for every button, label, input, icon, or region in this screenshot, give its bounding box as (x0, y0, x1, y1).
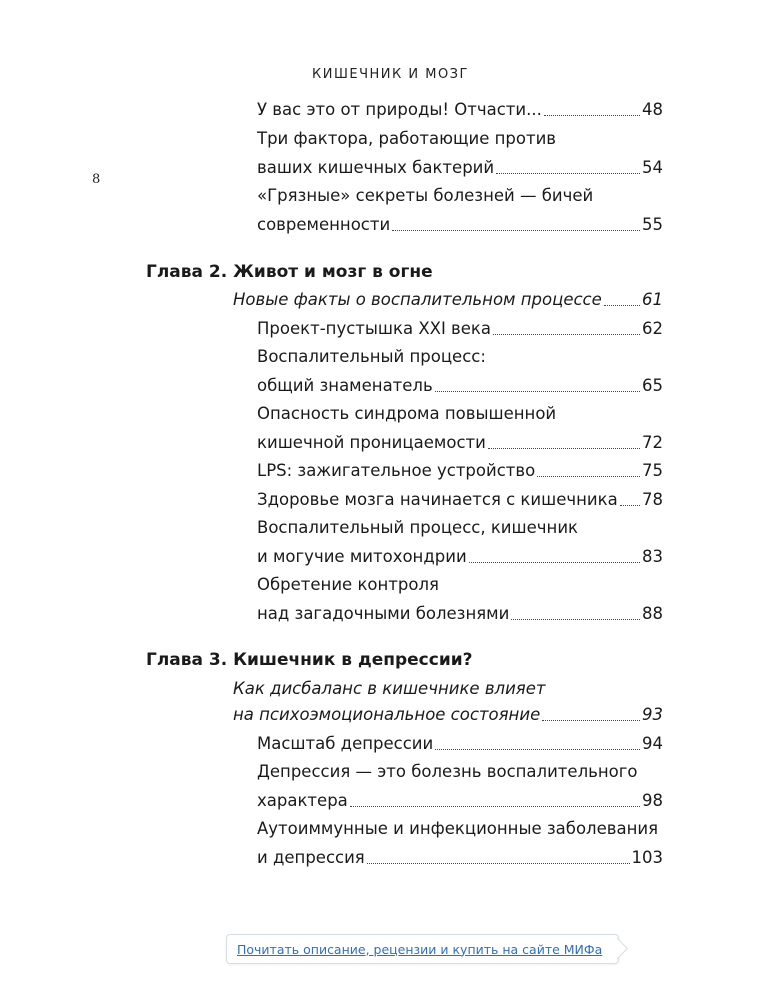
toc-entry-title-line1: Опасность синдрома повышенной (257, 404, 557, 423)
toc-entry-line1 (257, 185, 663, 207)
toc-entry-title: Проект-пустышка XXI века (257, 319, 492, 338)
toc-entry-title-line1: Как дисбаланс в кишечнике влияет (233, 679, 546, 698)
toc-entry-title-line1: «Грязные» секреты болезней — бичей (257, 186, 594, 205)
leader-dots (488, 448, 640, 449)
toc-entry-page: 55 (642, 215, 663, 234)
leader-dots (493, 334, 640, 335)
toc-entry (257, 733, 663, 755)
toc-entry-page: 93 (642, 705, 663, 724)
toc-entry-page: 88 (642, 604, 663, 623)
toc-entry-title: на психоэмоциональное состояние (233, 705, 541, 724)
toc-entry-title: современности (257, 215, 391, 234)
toc-entry-line1 (257, 574, 663, 596)
toc-entry-title: Здоровье мозга начинается с кишечника (257, 490, 618, 509)
chapter-2-subtitle (233, 289, 663, 311)
buy-on-mif-link[interactable] (226, 934, 619, 964)
leader-dots (367, 863, 630, 864)
leader-dots (542, 720, 640, 721)
chapter-3-subtitle-line1 (233, 678, 663, 700)
toc-entry-line1 (257, 403, 663, 425)
running-head: КИШЕЧНИК И МОЗГ (312, 67, 469, 82)
toc-entry-title-line1: Три фактора, работающие против (257, 129, 557, 148)
toc-entry-line1 (257, 517, 663, 539)
toc-entry-page: 62 (642, 319, 663, 338)
toc-entry-page: 72 (642, 433, 663, 452)
toc-entry (257, 546, 663, 568)
toc-entry-page: 48 (642, 100, 663, 119)
leader-dots (496, 173, 640, 174)
toc-entry-title: кишечной проницаемости (257, 433, 486, 452)
leader-dots (435, 391, 640, 392)
toc-entry-title-line1: Аутоиммунные и инфекционные заболевания (257, 819, 659, 838)
leader-dots (604, 305, 640, 306)
toc-entry-title-line1: Воспалительный процесс: (257, 347, 486, 366)
toc-entry-page: 98 (642, 791, 663, 810)
toc-entry (257, 157, 663, 179)
toc-entry-title: общий знаменатель (257, 376, 433, 395)
toc-entry-line1 (257, 761, 663, 783)
toc-entry-page: 94 (642, 734, 663, 753)
toc-entry (257, 603, 663, 625)
toc-entry-page: 54 (642, 158, 663, 177)
toc-entry-title: характера (257, 791, 348, 810)
buy-on-mif-link-label: Почитать описание, рецензии и купить на сайте МИФа (237, 941, 603, 957)
chapter-2-heading: Глава 2. Живот и мозг в огне (146, 262, 433, 282)
toc-entry (257, 432, 663, 454)
toc-entry (257, 790, 663, 812)
toc-entry-line1 (257, 818, 663, 840)
leader-dots (511, 619, 640, 620)
toc-entry (257, 847, 663, 869)
toc-entry-title-line1: Депрессия — это болезнь воспалительного (257, 762, 638, 781)
toc-entry-page: 75 (642, 461, 663, 480)
toc-entry-page: 83 (642, 547, 663, 566)
toc-entry-page: 103 (631, 848, 663, 867)
toc-entry-line1 (257, 128, 663, 150)
toc-entry-title-line1: Воспалительный процесс, кишечник (257, 518, 579, 537)
toc-entry-title: ваших кишечных бактерий (257, 158, 495, 177)
leader-dots (469, 562, 640, 563)
leader-dots (392, 230, 640, 231)
toc-entry (257, 99, 663, 121)
toc-entry (257, 489, 663, 511)
toc-entry-page: 78 (642, 490, 663, 509)
leader-dots (544, 115, 640, 116)
toc-entry-title: Масштаб депрессии (257, 734, 434, 753)
toc-entry-title: и депрессия (257, 848, 365, 867)
toc-entry-title: над загадочными болезнями (257, 604, 510, 623)
toc-entry-title: Новые факты о воспалительном процессе (233, 290, 602, 309)
toc-entry-title: LPS: зажигательное устройство (257, 461, 536, 480)
toc-entry-page: 61 (642, 290, 663, 309)
toc-entry-page: 65 (642, 376, 663, 395)
toc-entry (257, 318, 663, 340)
chapter-3-heading: Глава 3. Кишечник в депрессии? (146, 650, 473, 670)
toc-entry (257, 460, 663, 482)
toc-entry (257, 375, 663, 397)
leader-dots (350, 806, 640, 807)
chapter-3-subtitle (233, 704, 663, 726)
toc-entry-line1 (257, 346, 663, 368)
toc-entry (257, 214, 663, 236)
toc-entry-title: и могучие митохондрии (257, 547, 467, 566)
toc-entry-title: У вас это от природы! Отчасти... (257, 100, 542, 119)
leader-dots (537, 476, 640, 477)
leader-dots (435, 749, 640, 750)
leader-dots (620, 505, 640, 506)
page-number: 8 (92, 172, 101, 187)
toc-entry-title-line1: Обретение контроля (257, 575, 439, 594)
